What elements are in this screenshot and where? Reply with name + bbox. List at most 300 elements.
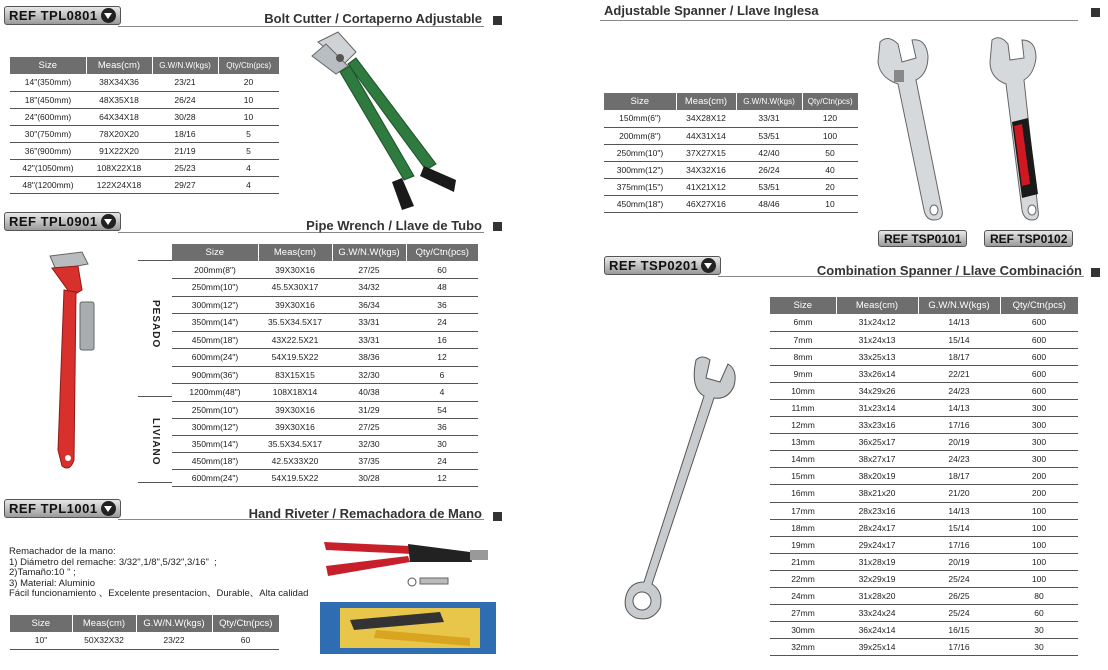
table-cell: 31x28x20 [836, 588, 918, 605]
table-cell: 39X30X16 [258, 261, 332, 279]
table-cell: 23/22 [136, 632, 212, 649]
chevron-down-icon [101, 8, 116, 23]
table-cell: 12 [406, 349, 478, 367]
col-size: Size [10, 57, 86, 74]
table-header [770, 297, 1078, 314]
table-cell: 6mm [770, 314, 836, 331]
table-cell: 19mm [770, 536, 836, 553]
col-qty: Qty/Ctn(pcs) [406, 244, 478, 261]
chevron-down-icon [701, 258, 716, 273]
table-cell: 20 [218, 74, 279, 91]
table-row [10, 176, 279, 193]
table-cell: 34/32 [332, 279, 406, 297]
table-cell: 39X30X16 [258, 296, 332, 314]
table-cell: 29/27 [152, 176, 218, 193]
divider [600, 20, 1078, 21]
col-meas: Meas(cm) [676, 93, 736, 110]
table-cell: 45.5X30X17 [258, 279, 332, 297]
table-cell: 100 [1000, 553, 1078, 570]
table-cell: 36"(900mm) [10, 142, 86, 159]
table-cell: 350mm(14") [172, 314, 258, 332]
table-cell: 350mm(14") [172, 435, 258, 452]
combination-spanner-table [770, 297, 1078, 656]
table-cell: 600 [1000, 348, 1078, 365]
table-cell: 17mm [770, 502, 836, 519]
table-cell: 35.5X34.5X17 [258, 435, 332, 452]
table-cell: 42.5X33X20 [258, 453, 332, 470]
table-cell: 22/21 [918, 365, 1000, 382]
table-cell: 80 [1000, 588, 1078, 605]
col-weight: G.W/N.W(kgs) [152, 57, 218, 74]
table-cell: 46X27X16 [676, 195, 736, 212]
col-size: Size [604, 93, 676, 110]
table-row [10, 159, 279, 176]
col-weight: G.W/N.W(kgs) [136, 615, 212, 632]
table-cell: 14"(350mm) [10, 74, 86, 91]
table-row [604, 110, 858, 127]
table-cell: 300 [1000, 451, 1078, 468]
table-cell: 50 [802, 144, 858, 161]
table-row [10, 108, 279, 125]
table-row [770, 434, 1078, 451]
table-row [172, 453, 478, 470]
hand-riveter-table [10, 615, 279, 650]
title-sep: / [955, 263, 960, 278]
table-cell: 7mm [770, 331, 836, 348]
table-cell: 600mm(24") [172, 349, 258, 367]
table-row [172, 261, 478, 279]
table-row [10, 632, 279, 649]
table-row [770, 502, 1078, 519]
col-meas: Meas(cm) [836, 297, 918, 314]
table-cell: 54X19.5X22 [258, 349, 332, 367]
table-cell: 14/13 [918, 314, 1000, 331]
table-cell: 250mm(10") [172, 401, 258, 418]
table-cell: 30 [406, 435, 478, 452]
table-cell: 16mm [770, 485, 836, 502]
table-cell: 32x29x19 [836, 570, 918, 587]
col-qty: Qty/Ctn(pcs) [802, 93, 858, 110]
table-row [172, 401, 478, 418]
table-row [770, 417, 1078, 434]
col-size: Size [172, 244, 258, 261]
combination-spanner-image [620, 352, 750, 624]
col-size: Size [770, 297, 836, 314]
table-cell: 600 [1000, 331, 1078, 348]
table-row [172, 470, 478, 487]
table-row [10, 74, 279, 91]
table-cell: 33x26x14 [836, 365, 918, 382]
col-weight: G.W/N.W(kgs) [736, 93, 802, 110]
table-cell: 60 [212, 632, 279, 649]
table-cell: 8mm [770, 348, 836, 365]
col-meas: Meas(cm) [86, 57, 152, 74]
divider [138, 396, 172, 397]
table-cell: 20 [802, 178, 858, 195]
table-row [172, 314, 478, 332]
table-cell: 18/16 [152, 125, 218, 142]
ref-tpl1001-badge [4, 499, 121, 518]
hand-riveter-image [320, 530, 500, 655]
table-cell: 36 [406, 296, 478, 314]
table-cell: 108X22X18 [86, 159, 152, 176]
table-cell: 24/23 [918, 451, 1000, 468]
table-cell: 26/24 [152, 91, 218, 108]
table-cell: 11mm [770, 399, 836, 416]
table-cell: 24"(600mm) [10, 108, 86, 125]
table-cell: 21/19 [152, 142, 218, 159]
table-cell: 91X22X20 [86, 142, 152, 159]
table-cell: 18/17 [918, 468, 1000, 485]
table-cell: 1200mm(48") [172, 384, 258, 402]
table-cell: 53/51 [736, 127, 802, 144]
title-es: Remachadora de Mano [339, 506, 482, 521]
table-cell: 78X20X20 [86, 125, 152, 142]
table-cell: 32/30 [332, 435, 406, 452]
table-cell: 39x25x14 [836, 639, 918, 656]
col-weight: G.W/N.W(kgs) [332, 244, 406, 261]
table-cell: 300 [1000, 417, 1078, 434]
table-row [770, 314, 1078, 331]
table-cell: 38x21x20 [836, 485, 918, 502]
table-cell: 5 [218, 142, 279, 159]
table-cell: 26/24 [736, 161, 802, 178]
table-cell: 100 [1000, 519, 1078, 536]
title-es: Llave Inglesa [736, 3, 819, 18]
table-cell: 28x23x16 [836, 502, 918, 519]
table-cell: 17/16 [918, 417, 1000, 434]
bullet-square-icon [1091, 268, 1100, 277]
riveter-description: Remachador de la mano: 1) Diámetro del remache: 3/32",1/8",5/32",3/16" ; 2)Tamaño:10 " ; 3) Material: Aluminio Fácil funcionamiento 、Excelente presentacion、Durable、Alta calidad [9, 546, 309, 599]
adjustable-spanner-rubber-image [978, 34, 1058, 222]
table-cell: 50X32X32 [72, 632, 136, 649]
table-cell: 33x25x13 [836, 348, 918, 365]
table-cell: 375mm(15") [604, 178, 676, 195]
table-cell: 34X32X16 [676, 161, 736, 178]
table-row [770, 519, 1078, 536]
table-row [172, 331, 478, 349]
bolt-cutter-image [308, 30, 468, 210]
table-cell: 600mm(24") [172, 470, 258, 487]
table-cell: 300mm(12") [604, 161, 676, 178]
table-cell: 10 [218, 91, 279, 108]
chevron-down-icon [101, 501, 116, 516]
table-cell: 200mm(8") [172, 261, 258, 279]
title-en: Bolt Cutter [264, 11, 332, 26]
table-row [10, 142, 279, 159]
table-cell: 39X30X16 [258, 401, 332, 418]
table-cell: 15mm [770, 468, 836, 485]
table-cell: 27/25 [332, 418, 406, 435]
table-cell: 300 [1000, 434, 1078, 451]
table-cell: 27mm [770, 605, 836, 622]
table-cell: 600 [1000, 314, 1078, 331]
table-cell: 4 [218, 159, 279, 176]
table-cell: 100 [1000, 536, 1078, 553]
table-cell: 43X22.5X21 [258, 331, 332, 349]
table-row [604, 161, 858, 178]
title-en: Combination Spanner [816, 263, 952, 278]
table-cell: 31x24x12 [836, 314, 918, 331]
table-cell: 25/24 [918, 605, 1000, 622]
table-cell: 30/28 [332, 470, 406, 487]
table-cell: 38X34X36 [86, 74, 152, 91]
table-row [770, 553, 1078, 570]
table-cell: 42/40 [736, 144, 802, 161]
table-row [604, 127, 858, 144]
table-cell: 22mm [770, 570, 836, 587]
table-cell: 14mm [770, 451, 836, 468]
bolt-cutter-table [10, 57, 279, 194]
table-cell: 15/14 [918, 519, 1000, 536]
col-qty: Qty/Ctn(pcs) [212, 615, 279, 632]
table-cell: 900mm(36") [172, 366, 258, 384]
bullet-square-icon [493, 222, 502, 231]
table-cell: 38x20x19 [836, 468, 918, 485]
table-cell: 53/51 [736, 178, 802, 195]
table-cell: 100 [802, 127, 858, 144]
table-header [10, 57, 279, 74]
table-cell: 16 [406, 331, 478, 349]
table-cell: 200 [1000, 485, 1078, 502]
table-cell: 600 [1000, 365, 1078, 382]
table-cell: 10mm [770, 382, 836, 399]
table-cell: 450mm(18") [604, 195, 676, 212]
table-cell: 4 [406, 384, 478, 402]
table-row [172, 384, 478, 402]
ref-code: REF TPL0901 [9, 214, 98, 229]
table-row [172, 418, 478, 435]
group-label-liviano: LIVIANO [150, 418, 161, 466]
bolt-cutter-title [264, 11, 482, 26]
ref-code: REF TPL0801 [9, 8, 98, 23]
table-cell: 25/23 [152, 159, 218, 176]
ref-code: REF TSP0201 [609, 258, 699, 273]
table-row [172, 366, 478, 384]
table-row [604, 144, 858, 161]
table-cell: 32/30 [332, 366, 406, 384]
table-row [770, 382, 1078, 399]
col-meas: Meas(cm) [258, 244, 332, 261]
table-row [770, 570, 1078, 587]
table-cell: 38/36 [332, 349, 406, 367]
table-cell: 60 [1000, 605, 1078, 622]
adjustable-spanner-table [604, 93, 858, 213]
table-row [770, 365, 1078, 382]
table-cell: 17/16 [918, 536, 1000, 553]
title-sep: / [729, 3, 734, 18]
table-cell: 15/14 [918, 331, 1000, 348]
table-row [172, 279, 478, 297]
pipe-wrench-title [306, 218, 482, 233]
table-cell: 300 [1000, 399, 1078, 416]
table-cell: 36/34 [332, 296, 406, 314]
bullet-square-icon [493, 512, 502, 521]
table-cell: 54X19.5X22 [258, 470, 332, 487]
table-cell: 33/31 [736, 110, 802, 127]
col-meas: Meas(cm) [72, 615, 136, 632]
table-cell: 27/25 [332, 261, 406, 279]
table-row [770, 588, 1078, 605]
table-row [770, 536, 1078, 553]
table-cell: 34x29x26 [836, 382, 918, 399]
table-cell: 24mm [770, 588, 836, 605]
table-cell: 9mm [770, 365, 836, 382]
table-header [604, 93, 858, 110]
divider [138, 260, 172, 261]
table-cell: 21mm [770, 553, 836, 570]
adjustable-spanner-chrome-image [872, 34, 952, 222]
table-row [770, 639, 1078, 656]
table-cell: 450mm(18") [172, 453, 258, 470]
hand-riveter-title [249, 506, 482, 521]
table-cell: 83X15X15 [258, 366, 332, 384]
table-cell: 14/13 [918, 399, 1000, 416]
title-sep: / [332, 506, 337, 521]
table-cell: 20/19 [918, 434, 1000, 451]
table-cell: 31x24x13 [836, 331, 918, 348]
table-row [770, 451, 1078, 468]
col-qty: Qty/Ctn(pcs) [1000, 297, 1078, 314]
table-header [10, 615, 279, 632]
table-row [770, 348, 1078, 365]
combination-spanner-title [817, 263, 1082, 278]
table-cell: 21/20 [918, 485, 1000, 502]
table-cell: 10 [218, 108, 279, 125]
table-cell: 31x28x19 [836, 553, 918, 570]
table-cell: 200 [1000, 468, 1078, 485]
table-cell: 122X24X18 [86, 176, 152, 193]
table-cell: 150mm(6") [604, 110, 676, 127]
table-cell: 30 [1000, 622, 1078, 639]
divider [138, 482, 172, 483]
table-cell: 48X35X18 [86, 91, 152, 108]
table-cell: 29x24x17 [836, 536, 918, 553]
table-cell: 12mm [770, 417, 836, 434]
table-cell: 16/15 [918, 622, 1000, 639]
table-cell: 250mm(10") [604, 144, 676, 161]
ref-tsp0201-badge [604, 256, 721, 275]
table-cell: 64X34X18 [86, 108, 152, 125]
col-qty: Qty/Ctn(pcs) [218, 57, 279, 74]
table-cell: 17/16 [918, 639, 1000, 656]
table-cell: 31/29 [332, 401, 406, 418]
table-cell: 300mm(12") [172, 296, 258, 314]
table-row [10, 125, 279, 142]
table-row [172, 349, 478, 367]
table-cell: 33/31 [332, 331, 406, 349]
title-es: Llave de Tubo [395, 218, 482, 233]
pipe-wrench-image [42, 250, 112, 475]
table-row [604, 178, 858, 195]
table-cell: 6 [406, 366, 478, 384]
table-row [10, 91, 279, 108]
divider [118, 26, 484, 27]
ref-code: REF TPL1001 [9, 501, 98, 516]
table-cell: 36x25x17 [836, 434, 918, 451]
table-cell: 34X28X12 [676, 110, 736, 127]
col-size: Size [10, 615, 72, 632]
table-header [172, 244, 478, 261]
table-cell: 39X30X16 [258, 418, 332, 435]
table-cell: 5 [218, 125, 279, 142]
table-cell: 30/28 [152, 108, 218, 125]
table-cell: 14/13 [918, 502, 1000, 519]
col-weight: G.W/N.W(kgs) [918, 297, 1000, 314]
table-row [770, 331, 1078, 348]
table-cell: 100 [1000, 570, 1078, 587]
table-cell: 450mm(18") [172, 331, 258, 349]
table-cell: 32mm [770, 639, 836, 656]
table-row [770, 399, 1078, 416]
table-cell: 100 [1000, 502, 1078, 519]
table-cell: 54 [406, 401, 478, 418]
table-cell: 24 [406, 453, 478, 470]
table-row [172, 435, 478, 452]
table-cell: 600 [1000, 382, 1078, 399]
table-cell: 13mm [770, 434, 836, 451]
table-cell: 18mm [770, 519, 836, 536]
table-cell: 30 [1000, 639, 1078, 656]
table-cell: 48"(1200mm) [10, 176, 86, 193]
title-es: Cortaperno Adjustable [342, 11, 482, 26]
table-cell: 44X31X14 [676, 127, 736, 144]
table-cell: 30mm [770, 622, 836, 639]
chevron-down-icon [101, 214, 116, 229]
table-cell: 48 [406, 279, 478, 297]
table-cell: 35.5X34.5X17 [258, 314, 332, 332]
ref-tsp0101-badge: REF TSP0101 [878, 230, 967, 247]
table-cell: 33x23x16 [836, 417, 918, 434]
table-cell: 36 [406, 418, 478, 435]
table-cell: 26/25 [918, 588, 1000, 605]
table-cell: 40/38 [332, 384, 406, 402]
table-cell: 20/19 [918, 553, 1000, 570]
table-cell: 37/35 [332, 453, 406, 470]
table-cell: 23/21 [152, 74, 218, 91]
group-label-pesado: PESADO [150, 300, 161, 349]
table-cell: 28x24x17 [836, 519, 918, 536]
table-cell: 12 [406, 470, 478, 487]
title-en: Pipe Wrench [306, 218, 385, 233]
table-cell: 38x27x17 [836, 451, 918, 468]
table-cell: 60 [406, 261, 478, 279]
table-cell: 37X27X15 [676, 144, 736, 161]
title-es: Llave Combinación [962, 263, 1082, 278]
table-row [770, 622, 1078, 639]
table-cell: 24 [406, 314, 478, 332]
table-cell: 36x24x14 [836, 622, 918, 639]
title-en: Hand Riveter [248, 506, 329, 521]
ref-tpl0801-badge [4, 6, 121, 25]
adjustable-spanner-title [604, 3, 819, 18]
table-cell: 18"(450mm) [10, 91, 86, 108]
pipe-wrench-table [172, 244, 478, 487]
ref-tpl0901-badge [4, 212, 121, 231]
table-cell: 42"(1050mm) [10, 159, 86, 176]
title-en: Adjustable Spanner [604, 3, 727, 18]
table-cell: 200mm(8") [604, 127, 676, 144]
bullet-square-icon [493, 16, 502, 25]
table-cell: 10 [802, 195, 858, 212]
table-cell: 10" [10, 632, 72, 649]
table-cell: 33x24x24 [836, 605, 918, 622]
table-cell: 300mm(12") [172, 418, 258, 435]
table-cell: 41X21X12 [676, 178, 736, 195]
table-cell: 48/46 [736, 195, 802, 212]
table-row [604, 195, 858, 212]
bullet-square-icon [1091, 8, 1100, 17]
